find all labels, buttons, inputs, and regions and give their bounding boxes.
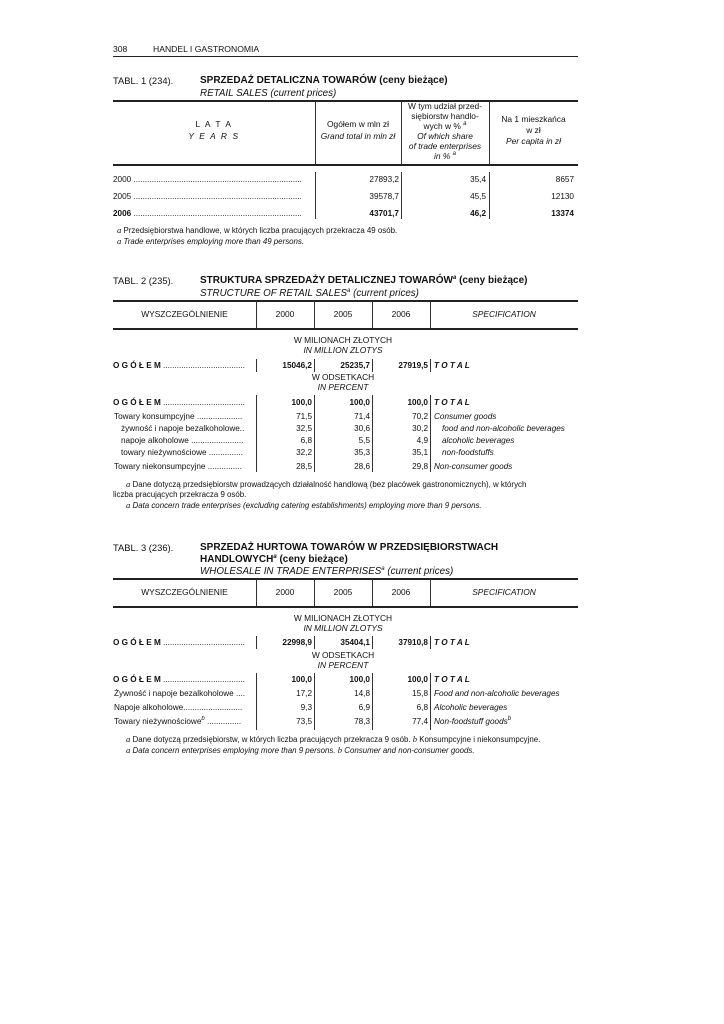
row-label-en: alcoholic beverages bbox=[442, 436, 515, 445]
cell-2005: 71,4 bbox=[354, 412, 370, 421]
row-year: 2005 .......................................................................... bbox=[113, 192, 302, 201]
section-title: HANDEL I GASTRONOMIA bbox=[153, 44, 260, 54]
footnote-en: a Data concern trade enterprises (excluding catering establishments) employing more than 9 persons. bbox=[126, 500, 482, 510]
row-label: Towary nieżywnościowe$^b$ ............... bbox=[114, 716, 242, 726]
footnote bbox=[117, 225, 577, 247]
cell-2005: 100,0 bbox=[349, 398, 370, 407]
rule bbox=[113, 164, 578, 166]
cell-2005: 35,3 bbox=[354, 448, 370, 457]
cell-2005: 6,9 bbox=[358, 703, 370, 712]
row-label: Żywność i napoje bezalkoholowe .... bbox=[114, 689, 246, 698]
row-percap: 13374 bbox=[551, 209, 574, 218]
cell-2006: 29,8 bbox=[412, 462, 428, 471]
header-years-en: Y E A R S bbox=[188, 131, 240, 141]
divider bbox=[430, 359, 431, 372]
table-subtitle: STRUCTURE OF RETAIL SALES$^a$ (current prices) bbox=[200, 288, 419, 299]
row-label: towary nieżywnościowe ............... bbox=[121, 448, 243, 457]
cell-2005: 30,6 bbox=[354, 424, 370, 433]
cell-2006: 27919,5 bbox=[398, 361, 428, 370]
cell-2005: 14,8 bbox=[354, 689, 370, 698]
table-title: SPRZEDAŻ HURTOWA TOWARÓW W PRZEDSIĘBIORSTWACH bbox=[200, 542, 499, 553]
cell-2000: 100,0 bbox=[291, 675, 312, 684]
row-share: 45,5 bbox=[470, 192, 486, 201]
col-spec-en: SPECIFICATION bbox=[472, 309, 536, 319]
header-total-pl: Ogółem w mln zł bbox=[327, 119, 389, 129]
row-label: napoje alkoholowe ....................... bbox=[121, 436, 244, 445]
header-share-pl2: siębiorstw handlo- bbox=[411, 111, 479, 121]
row-label-en: food and non-alcoholic beverages bbox=[442, 424, 565, 433]
header-share-pl3: wych w % $^a$ bbox=[423, 121, 467, 131]
row-share: 46,2 bbox=[470, 209, 486, 218]
cell-2006: 37910,8 bbox=[398, 638, 428, 647]
footnote-pl: a Przedsiębiorstwa handlowe, w których liczba pracujących przekracza 49 osób. bbox=[117, 225, 398, 235]
cell-2006: 35,1 bbox=[412, 448, 428, 457]
table-subtitle: WHOLESALE IN TRADE ENTERPRISES$^a$ (current prices) bbox=[200, 566, 454, 577]
cell-2000: 28,5 bbox=[296, 462, 312, 471]
section-heading-en: IN MILLION ZLOTYS bbox=[303, 623, 383, 633]
row-label: O G Ó Ł E M .................................... bbox=[113, 638, 245, 647]
cell-2005: 78,3 bbox=[354, 717, 370, 726]
cell-2006: 15,8 bbox=[412, 689, 428, 698]
row-year: 2006 .......................................................................... bbox=[113, 209, 302, 218]
cell-2005: 35404,1 bbox=[340, 638, 370, 647]
row-label-en: T O T A L bbox=[434, 361, 470, 370]
col-2000: 2000 bbox=[275, 309, 295, 319]
col-spec-en: SPECIFICATION bbox=[472, 587, 536, 597]
cell-2006: 70,2 bbox=[412, 412, 428, 421]
section-heading-en: IN PERCENT bbox=[317, 660, 369, 670]
row-label-en: Alcoholic beverages bbox=[434, 703, 508, 712]
divider bbox=[430, 636, 431, 649]
cell-2000: 22998,9 bbox=[282, 638, 312, 647]
footnote bbox=[113, 479, 578, 511]
cell-2000: 9,3 bbox=[300, 703, 312, 712]
cell-2006: 6,8 bbox=[416, 703, 428, 712]
section-heading-pl: W ODSETKACH bbox=[311, 650, 375, 660]
row-label-en: T O T A L bbox=[434, 675, 470, 684]
footnote-pl: a Dane dotyczą przedsiębiorstw, w których liczba pracujących przekracza 9 osób. b Konsumpcyjne i niekonsumpcyjne. bbox=[126, 734, 541, 744]
cell-2005: 100,0 bbox=[349, 675, 370, 684]
rule bbox=[113, 578, 578, 580]
cell-2006: 4,9 bbox=[416, 436, 428, 445]
row-label: Towary niekonsumpcyjne ............... bbox=[114, 462, 242, 471]
row-label-en: T O T A L bbox=[434, 398, 470, 407]
row-total: 27893,2 bbox=[369, 175, 399, 184]
table-title-cont: HANDLOWYCH$^a$ (ceny bieżące) bbox=[200, 554, 348, 565]
header-years-pl: L A T A bbox=[195, 119, 233, 129]
row-label: żywność i napoje bezalkoholowe.. bbox=[121, 424, 245, 433]
cell-2000: 73,5 bbox=[296, 717, 312, 726]
col-2006: 2006 bbox=[391, 309, 411, 319]
row-share: 35,4 bbox=[470, 175, 486, 184]
table-label: TABL. 2 (235). bbox=[113, 275, 174, 286]
table-title: SPRZEDAŻ DETALICZNA TOWARÓW (ceny bieżące) bbox=[200, 75, 448, 86]
rule bbox=[113, 606, 578, 608]
header-total-en: Grand total in mln zł bbox=[320, 131, 396, 141]
page-number: 308 bbox=[113, 44, 128, 54]
cell-2000: 32,5 bbox=[296, 424, 312, 433]
header-percap bbox=[489, 114, 578, 147]
cell-2006: 100,0 bbox=[407, 675, 428, 684]
row-percap: 8657 bbox=[555, 175, 574, 184]
footnote-pl-cont: liczba pracujących przekracza 9 osób. bbox=[113, 490, 247, 499]
cell-2006: 77,4 bbox=[412, 717, 428, 726]
header-share bbox=[401, 101, 489, 161]
header-share-en1: Of which share bbox=[417, 131, 473, 141]
row-total: 39578,7 bbox=[369, 192, 399, 201]
col-2006: 2006 bbox=[391, 587, 411, 597]
header-share-en3: in % $^a$ bbox=[434, 151, 456, 161]
col-2005: 2005 bbox=[333, 309, 353, 319]
row-label: Towary konsumpcyjne .................... bbox=[114, 412, 243, 421]
page-header bbox=[113, 42, 578, 57]
col-2000: 2000 bbox=[275, 587, 295, 597]
section-heading-pl: W MILIONACH ZŁOTYCH bbox=[293, 613, 393, 623]
col-spec-pl: WYSZCZEGÓLNIENIE bbox=[141, 309, 228, 319]
row-total: 43701,7 bbox=[369, 209, 399, 218]
section-heading-pl: W ODSETKACH bbox=[311, 372, 375, 382]
cell-2005: 28,6 bbox=[354, 462, 370, 471]
header-percap-pl2: w zł bbox=[526, 125, 541, 135]
header-share-pl1: W tym udział przed- bbox=[408, 101, 482, 111]
divider bbox=[430, 395, 431, 472]
divider bbox=[430, 673, 431, 730]
cell-2000: 17,2 bbox=[296, 689, 312, 698]
rule bbox=[113, 300, 578, 302]
table-label: TABL. 3 (236). bbox=[113, 542, 174, 553]
rule bbox=[113, 100, 578, 102]
row-label-en: Food and non-alcoholic beverages bbox=[434, 689, 560, 698]
row-year: 2000 .......................................................................... bbox=[113, 175, 302, 184]
cell-2000: 6,8 bbox=[300, 436, 312, 445]
footnote-pl: a Dane dotyczą przedsiębiorstw prowadzących działalność handlową (bez placówek gastronomicznych), w których bbox=[126, 479, 527, 489]
cell-2005: 25235,7 bbox=[340, 361, 370, 370]
footnote-en: a Data concern enterprises employing more than 9 persons. b Consumer and non-consumer goods. bbox=[126, 745, 475, 755]
row-label-en: non-foodstuffs bbox=[442, 448, 494, 457]
section-heading-en: IN MILLION ZLOTYS bbox=[303, 345, 383, 355]
row-label-en: Non-consumer goods bbox=[434, 462, 513, 471]
rule bbox=[113, 328, 578, 330]
cell-2000: 32,2 bbox=[296, 448, 312, 457]
cell-2000: 100,0 bbox=[291, 398, 312, 407]
row-label: O G Ó Ł E M .................................... bbox=[113, 361, 245, 370]
table-title: STRUKTURA SPRZEDAŻY DETALICZNEJ TOWARÓW$^a$ (ceny bieżące) bbox=[200, 275, 528, 286]
col-spec-pl: WYSZCZEGÓLNIENIE bbox=[141, 587, 228, 597]
cell-2005: 5,5 bbox=[358, 436, 370, 445]
row-label-en: Non-foodstuff goods$^b$ bbox=[434, 716, 512, 726]
row-label: Napoje alkoholowe.......................... bbox=[114, 703, 243, 712]
table-subtitle: RETAIL SALES (current prices) bbox=[200, 88, 337, 99]
col-2005: 2005 bbox=[333, 587, 353, 597]
cell-2000: 15046,2 bbox=[282, 361, 312, 370]
row-label: O G Ó Ł E M .................................... bbox=[113, 675, 245, 684]
cell-2000: 71,5 bbox=[296, 412, 312, 421]
row-percap: 12130 bbox=[551, 192, 574, 201]
footnote bbox=[126, 734, 578, 756]
row-label-en: Consumer goods bbox=[434, 412, 497, 421]
header-share-en2: of trade enterprises bbox=[408, 141, 482, 151]
footnote-en: a Trade enterprises employing more than 49 persons. bbox=[117, 236, 305, 246]
row-label-en: T O T A L bbox=[434, 638, 470, 647]
table-label: TABL. 1 (234). bbox=[113, 75, 174, 86]
section-heading-pl: W MILIONACH ZŁOTYCH bbox=[293, 335, 393, 345]
section-heading-en: IN PERCENT bbox=[317, 382, 369, 392]
header-percap-pl1: Na 1 mieszkańca bbox=[501, 114, 566, 124]
cell-2006: 100,0 bbox=[407, 398, 428, 407]
row-label: O G Ó Ł E M .................................... bbox=[113, 398, 245, 407]
header-percap-en: Per capita in zł bbox=[506, 136, 561, 146]
cell-2006: 30,2 bbox=[412, 424, 428, 433]
